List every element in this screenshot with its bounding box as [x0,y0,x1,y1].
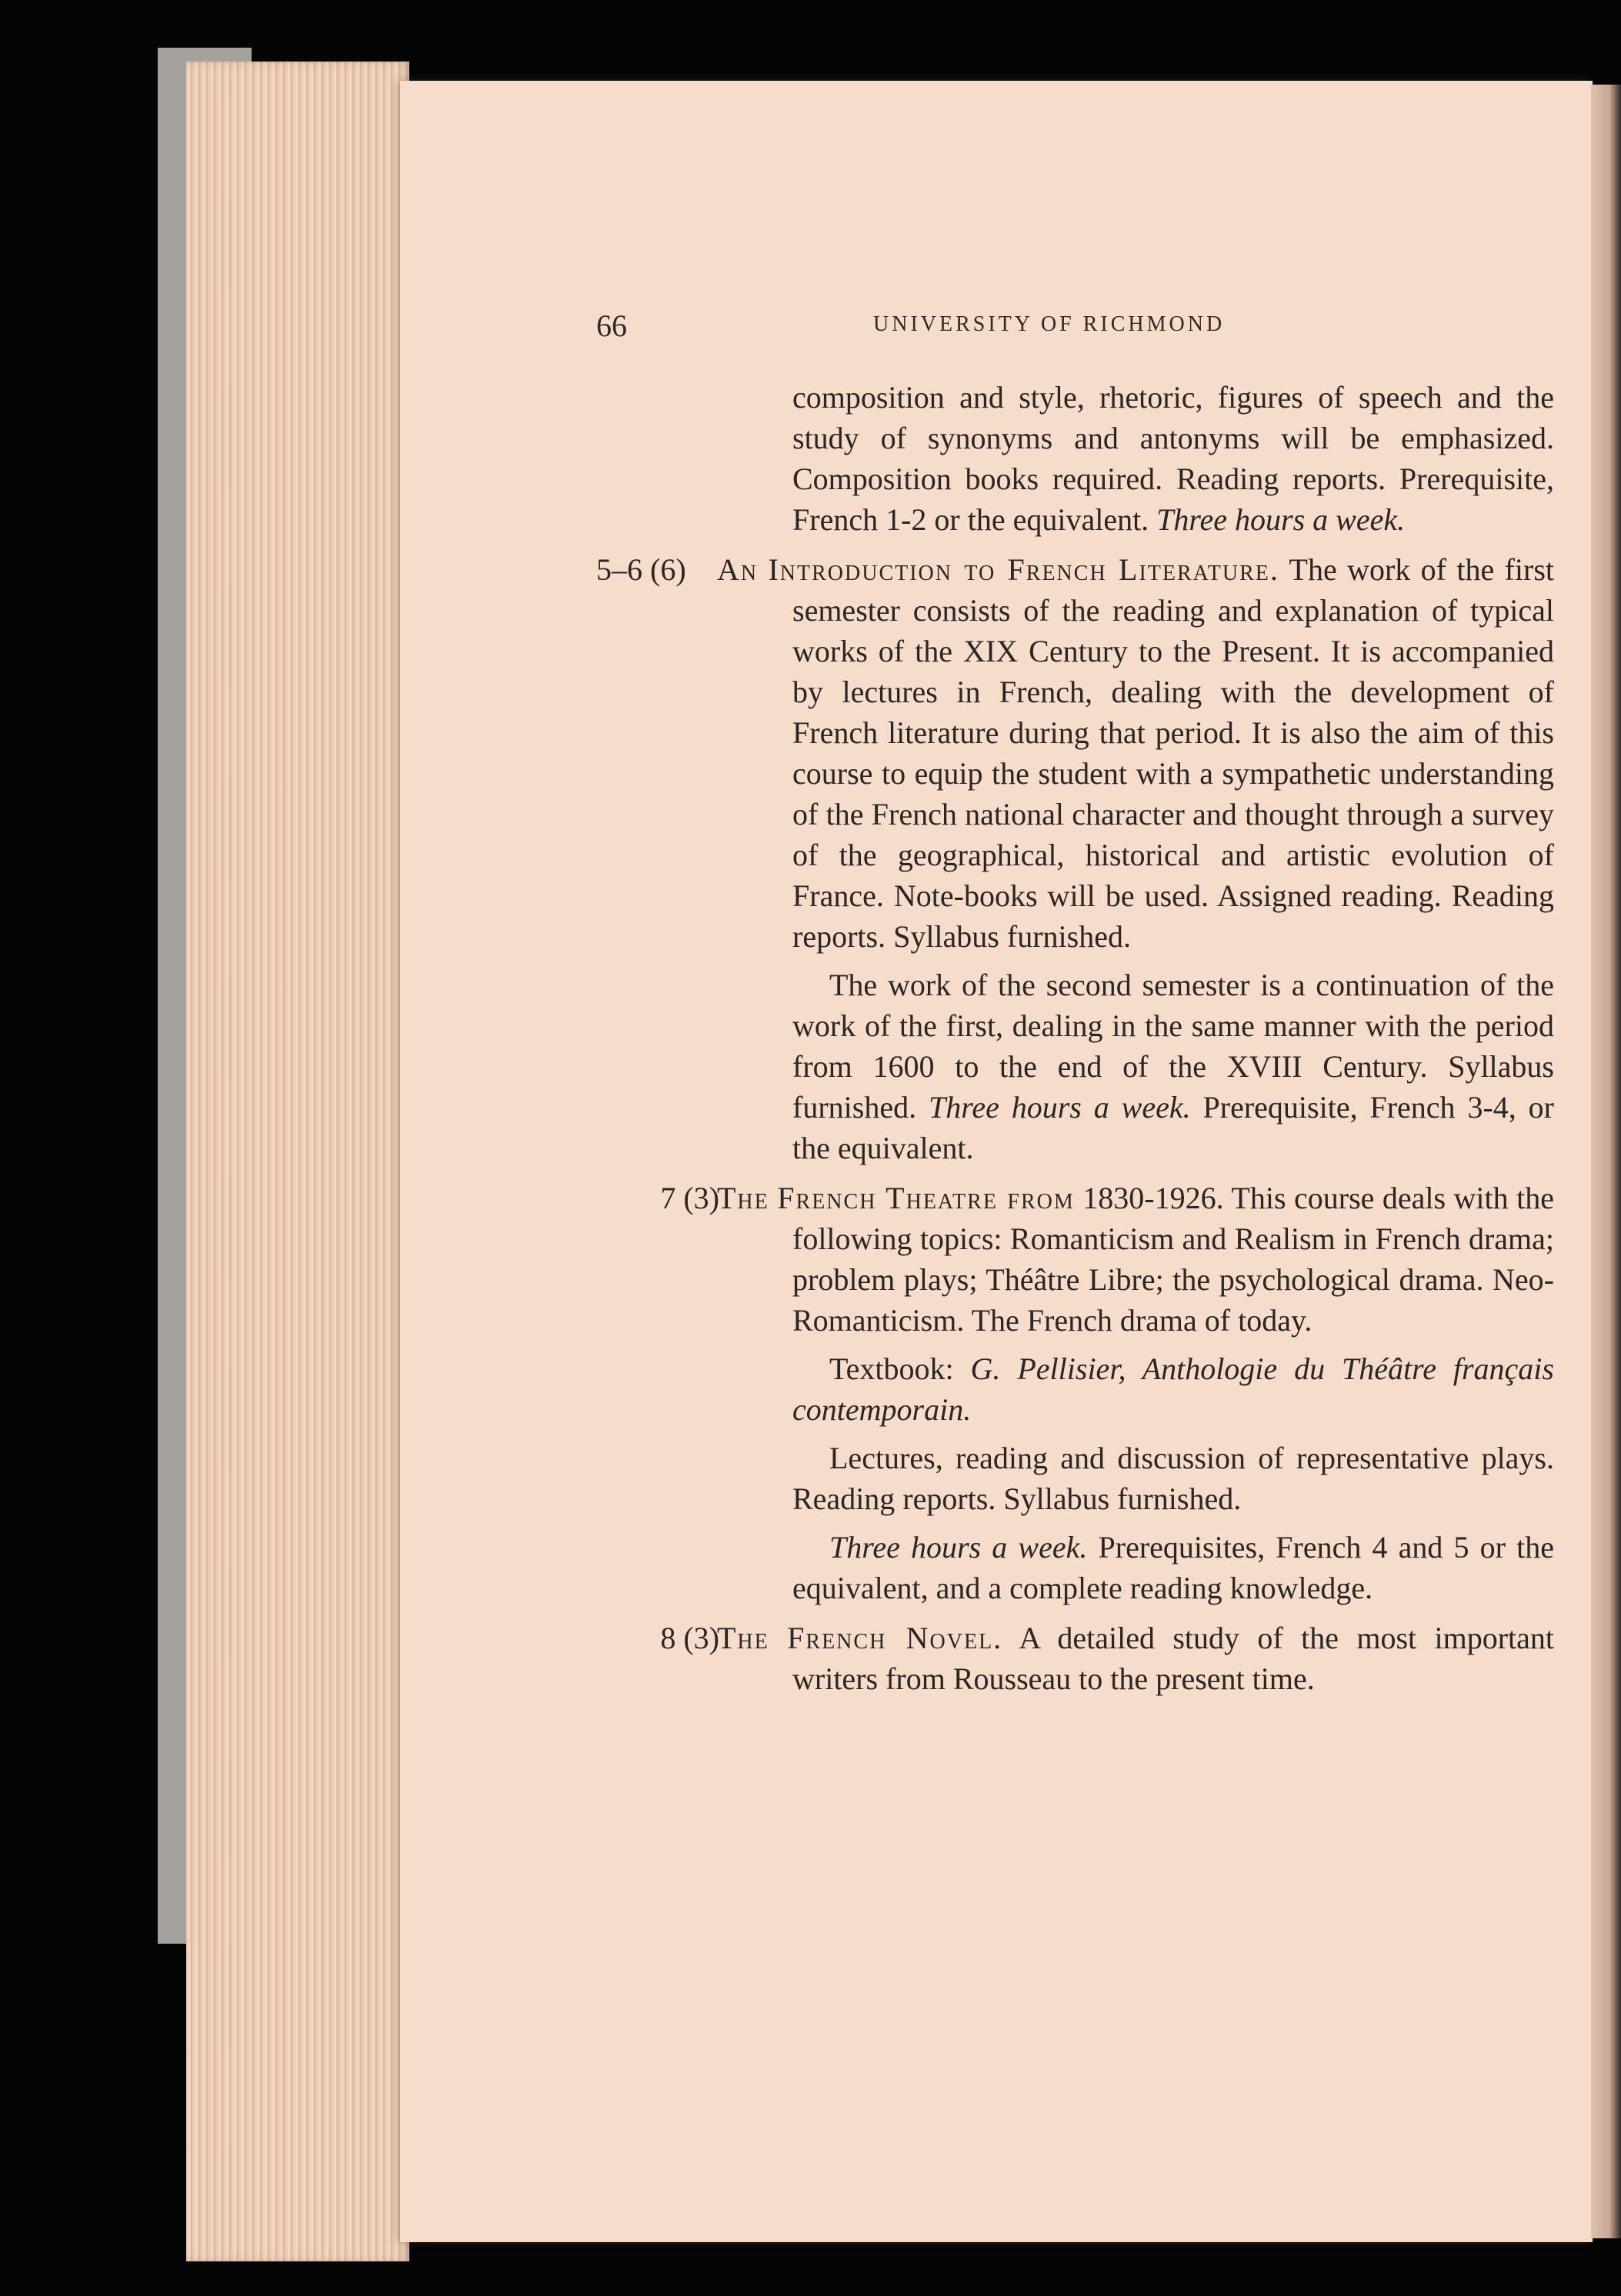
running-header [596,308,1550,354]
course-title-lead: The [717,1181,769,1215]
course-textbook [792,1348,1554,1430]
course-description: This course deals with the following topics: Romanticism and Realism in French drama; problem plays; Théâtre Libre; the psychological drama. Neo-Romanticism. The French drama of today. [792,1181,1555,1338]
running-title: UNIVERSITY OF RICHMOND [873,312,1226,336]
course-entry-5-6 [596,549,1554,1168]
second-semester-text: The work of the second semester is a continuation of the work of the first, dealing in the same manner with the period from 1600 to the end of the XVIII Century. Syllabus furnished. [792,968,1554,1125]
page-body [596,377,1554,1699]
course-title: Introduction to French Literature. [768,552,1279,587]
page-number: 66 [596,308,627,343]
course-title: French Theatre from [777,1181,1075,1215]
course-number: 8 (3) [660,1621,719,1655]
second-semester-hours: Three hours a week. [928,1090,1191,1125]
course-title-lead: An [717,552,759,587]
course-hours: Three hours a week. [829,1530,1088,1565]
course-description: A detailed study of the most important writers from Rousseau to the present time. [792,1621,1555,1696]
course-title: French Novel. [787,1621,1003,1655]
textbook-label: Textbook: [829,1351,954,1386]
course-title-years: 1830-1926. [1082,1181,1224,1215]
course-number: 7 (3) [660,1181,719,1215]
course-title-lead: The [717,1621,769,1655]
page-stack-edge [186,62,409,2261]
course-entry-8 [596,1618,1554,1699]
course-prereq: Prerequisites, French 4 and 5 or the equivalent, and a complete reading knowledge. [792,1530,1554,1605]
course-entry-7 [596,1178,1554,1608]
course-number: 5–6 (6) [596,552,686,587]
course-description: The work of the first semester consists of the reading and explanation of typical works of the XIX Century to the Present. It is accompanied by lectures in French, dealing with the development of French literature during that period. It is also the aim of this course to equip the student with a sympathetic understanding of the French national character and thought through a survey of the geographical, historical and artistic evolution of France. Note-books will be used. Assigned reading. Reading reports. Syllabus furnished. [792,552,1554,954]
textbook-title: G. Pellisier, Anthologie du Théâtre français contemporain. [792,1351,1554,1427]
course-hours-prereq [792,1527,1554,1608]
page-right-edge [1591,85,1621,2238]
continuation-hours: Three hours a week. [1156,502,1406,537]
course-second-semester [792,965,1554,1168]
second-semester-prereq: Prerequisite, French 3-4, or the equivalent. [792,1090,1554,1165]
course-lectures: Lectures, reading and discussion of representative plays. Reading reports. Syllabus furnished. [792,1441,1554,1516]
continuation-text: composition and style, rhetoric, figures of speech and the study of synonyms and antonyms will be emphasized. Composition books required. Reading reports. Prerequisite, French 1-2 or the equivalent. [792,380,1554,537]
continuation-paragraph [596,377,1554,540]
